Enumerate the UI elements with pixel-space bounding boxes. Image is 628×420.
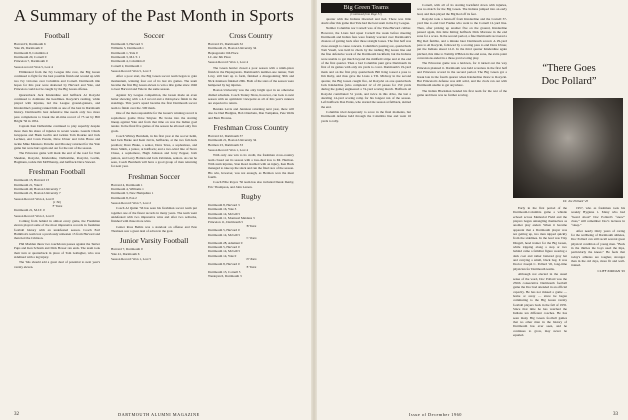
article-paragraph: Captain Ken Delhomme continued to play superbly despite more than his share of injuries in recent weeks. Guards Chuck Gruppone and Hank Gorlin and tackles Tom Rourke and Jack Lechner, end Conn Prestia, Dave Ubner and John Hawe and tackle Mike Mennaro Perrelle and Mooney returned for the Yale game but were hurt again and out for the rest of the season. — [14, 124, 100, 150]
page-number: 32 — [14, 412, 19, 417]
portrait-photo — [513, 98, 623, 198]
article-paragraph: The Green harrier closed a poor season with a ninth-place finish in the Heptagonals. Dartmouth's number-one runner, Tom Lavy, still hurt up to form, finished a disappointing 30th and Nick Jennison finished 29th. Both of the stars of the season were hampered by leg injuries. — [208, 65, 294, 88]
score-line: Dartmouth 5, Harvard 0 — [208, 228, 240, 233]
article-paragraph: The Indian Blackman bended his first team for the rest of the game and there was no further scoring. — [417, 88, 507, 97]
article-paragraph: The '64s should add a great deal of potential to next year's varsity eleven. — [14, 260, 100, 269]
season-record: Season record: Won 5, Lost 4 — [14, 64, 53, 69]
team-label: ‘D’ Team — [245, 258, 257, 262]
score-line: Yale 41, Dartmouth 6 — [111, 251, 140, 256]
score-line: Dartmouth 21, Boston University 7 — [14, 191, 61, 196]
column-feature-2 — [571, 206, 625, 273]
score-line: Wesleyan 6, Dartmouth 3 — [208, 274, 242, 279]
cross-country-scores — [208, 42, 294, 65]
score-line: Cornell 2, Dartmouth 1 — [111, 63, 142, 68]
freshman-soccer-heading: Freshman Soccer — [128, 171, 180, 181]
football-scores — [14, 42, 100, 69]
article-paragraph: quarter with the Indians thwarted and tied. There was little doubt after this game that Yale had the best team in the Ivy League. — [321, 16, 411, 26]
feature-headline — [513, 62, 625, 88]
score-line: Harvard 25, Dartmouth 32 — [208, 42, 243, 46]
score-line: Dartmouth 1, Yale 0 — [111, 50, 138, 55]
score-line: Harvard 4, Dartmouth 1 — [111, 182, 143, 187]
score-line: Dartmouth 3, Harvard 3 — [111, 42, 143, 46]
season-record: Season Record: Won 1, Lost 4 — [208, 147, 248, 152]
page-number: 33 — [613, 412, 618, 417]
article-paragraph: Coach Ellie Royce '56 team has also included Derek Denby, Eric Thompson, and John Larsen. — [208, 180, 294, 189]
score-line: Harvard 7, Dartmouth 0 — [111, 247, 143, 252]
football-heading: Football — [44, 31, 70, 40]
score-line: Dartmouth 21, Boston University 34 — [208, 46, 257, 51]
article-paragraph: Eliminated from the Ivy League title race, the Big Green continued to fight for the best possible finish and wound up with two Ivy victories over Columbia and Cornell. Dartmouth title hopes for this year were shattered by Harvard and Yale, and Princeton could not be caught by the Big Green offense. — [14, 70, 100, 92]
team-label: ‘E’ Team — [245, 266, 257, 270]
author-signature: CLIFF JORDAN '45 — [597, 268, 625, 273]
article-paragraph: With only one win to its credit, the freshman cross-country team closed out its season with a loss-dual loss to Mt. Hermon. With stem injuries, Stan Reed doubled with an injury, Ken Buck managed to take up the slack and run the final race of the season. His win, however, was not enough, as Hermon won the meet fourth. — [208, 153, 294, 179]
rugby-scores — [208, 203, 294, 279]
article-paragraph: Boston University was the only bright spot in an otherwise dismal schedule. Coach Trenny Shaw, however, can look to next season with an optimistic viewpoint as all of this year's runners are expected to return. — [208, 88, 294, 106]
tie-note: (1 Tie) — [53, 201, 61, 204]
team-label: ‘C’ Team — [245, 237, 257, 241]
score-line: Williams 3, Dartmouth 1 — [111, 46, 144, 51]
score-line: Dartmouth 21, Yale 0 — [14, 182, 43, 187]
page-footer: Issue of December 1960 — [409, 412, 462, 417]
soccer-heading: Soccer — [143, 31, 165, 40]
score-line: Dartmouth 40, Boston University 7 — [14, 186, 61, 191]
score-line: Dartmouth 4, Columbia 0 — [111, 59, 145, 64]
junior-varsity-heading: Junior Varsity Football — [119, 236, 189, 246]
score-line: Dartmouth 8, Harvard 0 — [208, 261, 240, 266]
score-line: I.C.4A: 6th Place — [208, 55, 231, 60]
continued-note: (Continued from Page 31) — [350, 12, 382, 16]
rugby-heading: Rugby — [240, 191, 261, 201]
article-paragraph: Coming from behind in almost every game, the Freshman eleven played some of the most impressive records in freshman football history with an undefeated season. Coach Earl Hamilton's team lost a previously unbeaten 13 from Harvard and then tied the Crimson. — [14, 219, 100, 241]
score-line: Dartmouth 28, Adamant 0 — [208, 240, 243, 245]
section-banner: Big Green Teams — [321, 3, 411, 13]
score-line: Dartmouth 13, Cornell 5 — [208, 269, 241, 274]
column-continued-2 — [417, 3, 507, 98]
column-football — [14, 28, 100, 270]
score-line: Dartmouth 21, Boston University 34 — [208, 138, 257, 143]
season-record: Season Record: Won 2, Lost 0 — [14, 213, 54, 218]
score-line: Dartmouth 14, McGill 5 — [208, 232, 241, 237]
article-paragraph: The Princeton game will mark the end of the road for Tom Sheehan, Rozycki, Kinderdine, Delhomme, Rozycki, Gorlin, Hagmann, tackle Jim McElhenny, and halfback Dave Stewart. — [14, 151, 100, 164]
freshman-football-heading: Freshman Football — [28, 167, 86, 177]
freshman-football-scores — [14, 178, 100, 218]
article-paragraph: Coach Whitey Burnham, in his first year at the soccer helm, had Jack Burke and Kent Jarvis, halfbacks, at the two full-back position; Dave Blake, a senior, Dave Tews, a sophomore, and Dave Smith, a junior, at halfback; and a two-wind line of Steve Chase, a sophomore, Hugh Johnson and Jerry Pepper, both juniors, and Larry Holden and Jack Zabriskie, seniors. As can be seen, Coach Burnham will have a good group of men returning for next year. — [111, 133, 197, 169]
left-page — [0, 0, 311, 420]
article-paragraph: Rozycki took a hand-off from Kinderdine and the Cornell 37-yard line to end Curt Faulke who went to the Cornell 12-yard line. Then, after picking up another five on the ground, Kinderdine passed again, this time hitting halfback Dick Marrone in the end zone for a score. In the second period, a fine Dartmouth recovered a Big Red fumble, and a minute later Dartmouth scored. A 29-yard pass to Al Rozycki, followed by a scoring pass to end Dave Ubner, put the Indians ahead 12-0. In the third quarter Kinderdine again pitched, this time to Tommy O'Brien in the end zone, the extra point conversions ended in a three-yard scoring play. — [417, 17, 507, 61]
article-paragraph: Early in the first period of the Dartmouth-Columbia game a whistle echoed across Memorial Field and the players began untangling themselves as another play ended. When it became apparent that a Dartmouth player was not getting up, two men nipped quickly from the sidelines. In the lead was Tiny Dingell, head trainer for the Big Green, while tripping along a step or two behind came a familiar figure wearing a dark coat and rather battered gray hat and carrying a small, black bag. It was Doctor Joseph C. Pollard '45, long-time physician for Dartmouth teams. — [513, 206, 567, 271]
article-paragraph: 1957, who as freshmen took his weekly Hygiene 1. Many who had “heard about” Doc Pollard's “snow” class,” still remember Doc's lectures in “sleep.” — [571, 206, 625, 228]
page-footer: DARTMOUTH ALUMNI MAGAZINE — [118, 412, 200, 417]
score-line: Dartmouth 8, Columbia 4 — [14, 50, 48, 55]
score-line: Dartmouth 3, M.I.T. 1 — [111, 55, 141, 60]
freshman-cross-country-scores — [208, 134, 294, 152]
article-paragraph: Columbia tried desperately to score in the final moments, but Dartmouth defense held through the Columbia line and went 16 yards to tally. — [321, 109, 411, 123]
score-line: Dartmouth 3, New Hampshire 1 — [111, 191, 154, 196]
score-line: Heptagonals: 6th Place — [208, 50, 239, 55]
article-paragraph: Neither Columbia nor Cornell was of the Yale-Harvard caliber. However, the Lions had upset Cornell the week before meeting Dartmouth and Indian fans were frankly worried over Dartmouth's chances of getting back after three straight losses. The first half was close enough to cause concern. Columbia's passing ace, quarterback Tom Vasell, was held in check by the rushing Big Green line and the fine defensive work of the Dartmouth backfield, but the Indians were unable to get much beyond the midfield stripe and at the end of the first quarter. Then a bad Columbia punt gave Dartmouth its first of its games with only six yards to cover. Dartmouth's 19-yard mark and on the first play quarterback Bill King tossed a pass to Jim Ruby, and thus gave the Lions a TD. Midway in the second quarter, the Big Green caught fire, Al Rozycki on one quarterback Jack Kinderdine (who completed 12 of 20 passes for 150 yards during the game) engineered a 74-yard scoring march. Halfback Al Rozycki contributed 51 yards, and twice in this drive, the last a dazzling 14-yard scoring romp for his longest run of the season. Left halfback Don Ennis, who started the season at fullback, skirted the end. — [321, 26, 411, 109]
score-line: Harvard 22, Dartmouth 37 — [208, 133, 243, 138]
score-line: Dartmouth 14, Yale 0 — [208, 253, 237, 258]
column-soccer — [111, 28, 197, 262]
season-record: Season Record: Won 4, Lost 0 — [14, 196, 54, 201]
score-line: Dartmouth 5, Harvard 0 — [208, 245, 240, 250]
article-paragraph: Against Ivy League competition, the Green made an even better showing with a 4-3 record and a third-place finish in the standings. This year's squad became the first Dartmouth soccer team to finish over the .500 mark. — [111, 92, 197, 110]
freshman-cross-country-heading: Freshman Cross Country — [213, 122, 289, 132]
article-paragraph: Besides Lavis and Jennison returning next year, there will also be Dud Hudgins, Bob Otterbein, Dan Tompkins, Pete Wells and Bern Browne. — [208, 106, 294, 120]
score-line: Dartmouth 8, Pan 2 — [111, 195, 137, 200]
feature-headline-line: “There Goes — [542, 63, 596, 74]
team-label: ‘B’ Team — [245, 224, 257, 228]
season-record: Season Record: Won 7, Lost 2 — [111, 201, 151, 205]
score-line: Dartmouth 13, Harvard 13 — [14, 178, 49, 183]
score-line: Harvard 9, Dartmouth 6 — [14, 42, 46, 46]
cross-country-heading: Cross Country — [229, 31, 273, 40]
score-line: Dartmouth 4, Williams 1 — [111, 186, 144, 191]
season-record: Season Record: Won 1, Lost 4 — [208, 60, 248, 65]
score-line: Dartmouth 21, M.I.T. 0 — [14, 208, 45, 213]
article-paragraph: The Princeton game was a letdown, for it turned out the way Princeton planned it. Dartmouth was held scoreless in the first half and Princeton scored in the second period. The Big Green got a break late in the fourth quarter when Kinderdine threw to Rozycki. But Princeton's defense was still solid, and the clock ran out with Dartmouth unable to get anywhere. — [417, 61, 507, 88]
score-line: Yale 29, Dartmouth 0 — [14, 46, 43, 51]
feature-headline-line: Doc Pollard” — [541, 76, 597, 87]
season-record: Season Record: Won 1, Lost 5 — [111, 257, 151, 262]
column-continued-1 — [321, 3, 411, 124]
freshman-soccer-scores — [111, 183, 197, 206]
junior-varsity-scores — [111, 247, 197, 261]
team-label: ‘F’ Team — [51, 204, 63, 208]
article-paragraph: One of the men responsible for the Green's winning record is sophomore goalie Dave Smyser. He broke into the starting lineup against Yale and from that time on was the Indian goal tender. In the final five games of the season he allowed only five goals. — [111, 111, 197, 133]
column-cross-country — [208, 28, 294, 280]
article-paragraph: Quarterback Jack Kinderdine and halfback Al Rozycki continued to dominate the headlines. Rozycki's rushing, while played with injuries, led the League ground-gainers, and Kinderdine's passing ranked him as one of the best in Dartmouth history. Dartmouth's best defensive line needs only two more pass completions to break the all-time record of 75 set by Bill Bright '56 in 1954. — [14, 92, 100, 123]
article-paragraph: Although not elected in the usual sense of the word, Doc Pollard was the 256th consecutive Dartmouth football game the Doc had attended in an official capacity. He has not missed a game — home or away — since he began commuting to the Big Green varsity football players back in the fall of 1935. Since that time he has watched the Indians ten different coaches. He has seen many Big Green football games that no other man in the history of Dartmouth has ever seen, and he continues to grow, may never be equaled. — [513, 272, 567, 337]
score-line: Dartmouth 20, Cornell 0 — [14, 55, 47, 60]
column-feature-1 — [513, 206, 567, 338]
article-paragraph: Center Ross Bethis was a standout on offense and Pete Thomsen saw a great deal of action in the goal. — [111, 224, 197, 234]
score-line: Dartmouth 8, Harvard 3 — [208, 202, 240, 207]
article-paragraph: Phil Madden threw two touchdown passes against the Terrier Pups and Ken Schram and Dick Bower ran ends. The team took their turn at quarterback in place of Tom Gallagher, who was sidelined with a leg injury. — [14, 241, 100, 259]
soccer-scores — [111, 42, 197, 73]
score-line: Princeton 11, Dartmouth 5 — [208, 220, 244, 225]
article-paragraph: Coach Al Quinn '56 has seen his freshman soccer team put together one of the finest records in many years. The team went undefeated with two impressive wins and after two setbacks, finished with three more wins. — [111, 206, 197, 224]
score-line: Dartmouth 14, McGill 5 — [208, 249, 241, 254]
article-paragraph: After a poor start, the Big Green soccer team began to gain momentum, winning four out of its last six games. The team became the first Big Green eleven to win a title game since 1946 to beat Harvard and Yale in the same season. — [111, 74, 197, 92]
page-title: A Summary of the Past Month in Sports — [14, 6, 294, 25]
article-paragraph: After nearly thirty years of caring for the wellbeing of Dartmouth athletes, Doc Pollard can still recall several great physical condition of young men. “Back in the thirties the boys used the hips, particularly the knees.” He feels that today's athletes are tougher, stronger than in the old days, more fit and well-trained. — [571, 228, 625, 268]
score-line: Princeton 7, Dartmouth 0 — [14, 59, 48, 64]
score-line: Dartmouth 14, McGill 5 — [208, 211, 241, 216]
right-page — [317, 0, 628, 420]
score-line: Dartmouth 11, Montreal Maidens 3 — [208, 216, 255, 220]
photo-caption: Dr. Joe Pollard '45 — [563, 199, 589, 203]
article-paragraph: Cornell, with all of its starting backfield down with injuries, was no match for the Big Green. The Indians jumped into an early lead, and then played the Big Red off its feet. — [417, 3, 507, 16]
season-record: Season Record: Won 5, Lost 3 — [111, 69, 151, 74]
score-line: Dartmouth 16, Yale 3 — [208, 207, 237, 212]
score-line: Hermon 23, Dartmouth 33 — [208, 142, 243, 147]
